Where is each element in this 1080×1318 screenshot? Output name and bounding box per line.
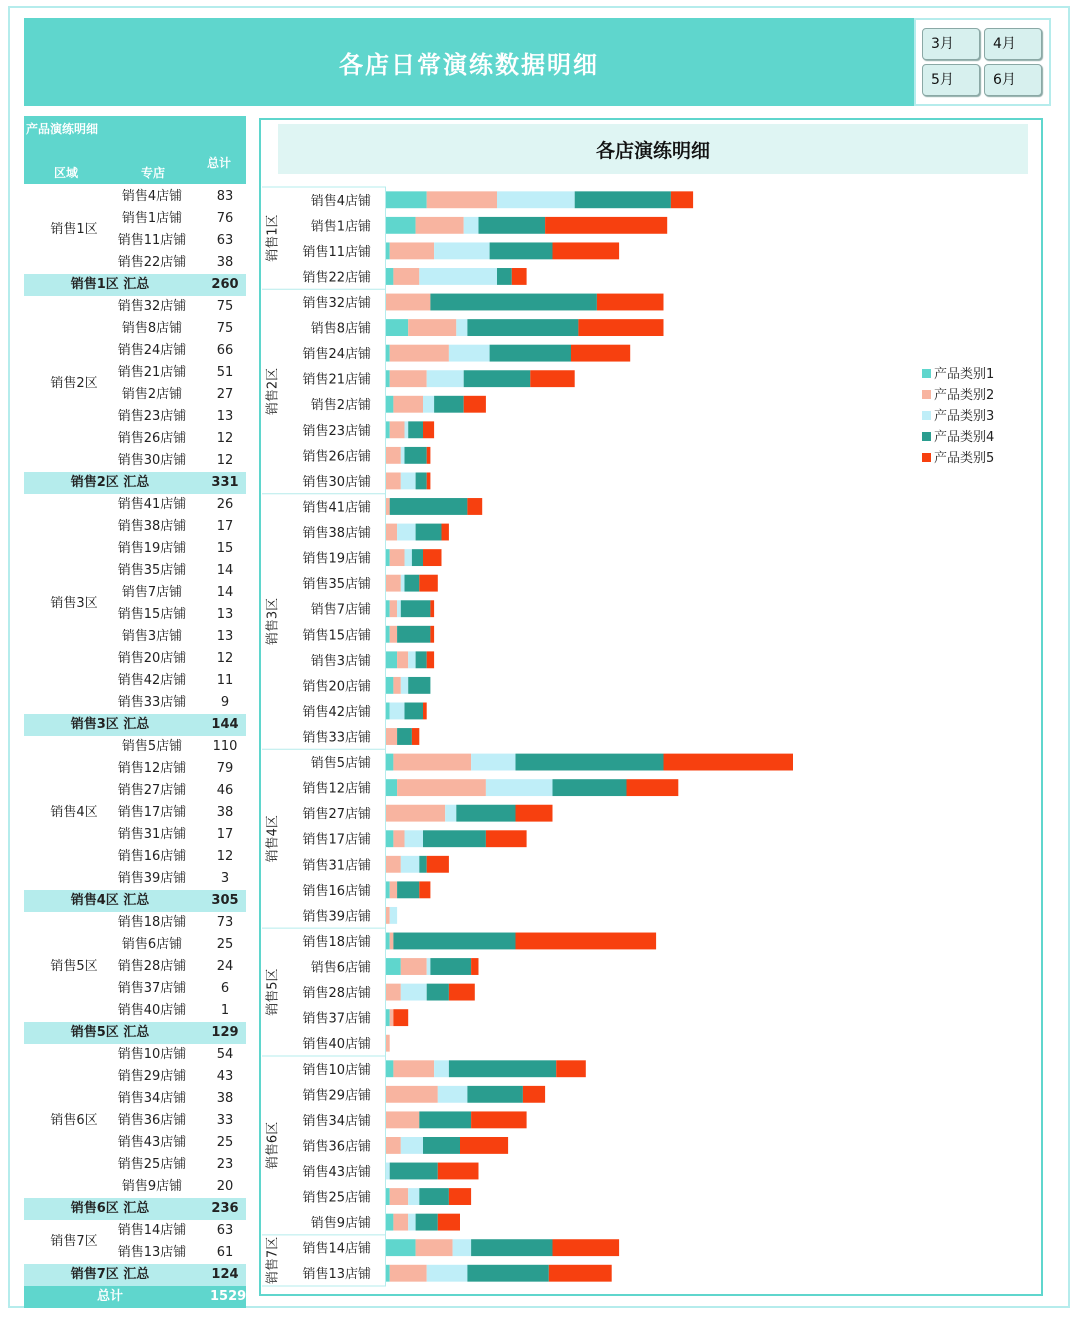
store-name: 销售36店铺 [117, 1113, 187, 1128]
store-tick-label: 销售10店铺 [302, 1062, 371, 1078]
store-name: 销售10店铺 [117, 1047, 187, 1062]
store-tick-label: 销售1店铺 [310, 219, 371, 235]
grand-total-value: 1529 [210, 1289, 247, 1304]
store-tick-label: 销售23店铺 [302, 423, 371, 439]
month-slicer [914, 18, 1051, 106]
region-tick-label: 销售7区 [265, 1236, 281, 1285]
store-tick-label: 销售35店铺 [302, 577, 371, 593]
table-row [24, 1044, 246, 1066]
region-tick-label: 销售3区 [265, 597, 281, 646]
store-tick-label: 销售17店铺 [302, 832, 371, 848]
table-row [24, 692, 246, 714]
subtotal-label: 销售5区 汇总 [70, 1025, 150, 1040]
region-tick-label: 销售1区 [265, 214, 281, 262]
store-name: 销售19店铺 [117, 541, 187, 556]
store-name: 销售43店铺 [117, 1135, 187, 1150]
store-name: 销售14店铺 [117, 1223, 187, 1238]
region-name: 销售3区 [50, 596, 98, 611]
store-tick-label: 销售4店铺 [310, 193, 371, 209]
store-name: 销售17店铺 [117, 805, 187, 820]
subtotal-row [24, 1264, 246, 1286]
month-button-april[interactable]: 4月 [984, 28, 1042, 60]
column-header-region: 区域 [54, 166, 79, 180]
store-tick-label: 销售30店铺 [302, 474, 371, 490]
month-button-march[interactable]: 3月 [922, 28, 980, 60]
store-tick-label: 销售21店铺 [302, 372, 371, 388]
table-row [24, 1066, 246, 1088]
store-name: 销售35店铺 [117, 563, 187, 578]
store-tick-label: 销售8店铺 [310, 321, 371, 337]
store-tick-label: 销售38店铺 [302, 526, 371, 542]
store-tick-label: 销售34店铺 [302, 1113, 371, 1129]
store-total: 73 [216, 915, 234, 930]
chart-panel [259, 118, 1043, 1296]
store-name: 销售2店铺 [121, 387, 183, 402]
store-total: 13 [216, 629, 234, 644]
subtotal-value: 144 [211, 717, 239, 732]
store-name: 销售11店铺 [117, 233, 187, 248]
store-tick-label: 销售24店铺 [302, 347, 371, 363]
subtotal-row [24, 1198, 246, 1220]
table-row [24, 824, 246, 846]
subtotal-value: 129 [211, 1025, 239, 1040]
store-tick-label: 销售41店铺 [302, 500, 371, 516]
store-total: 14 [216, 563, 234, 578]
store-name: 销售27店铺 [117, 783, 187, 798]
table-row [24, 1088, 246, 1110]
column-header-store: 专店 [141, 166, 166, 180]
store-total: 6 [220, 981, 230, 996]
month-button-may[interactable]: 5月 [922, 64, 980, 96]
table-row [24, 340, 246, 362]
table-row [24, 934, 246, 956]
table-row [24, 780, 246, 802]
store-total: 26 [216, 497, 234, 512]
store-name: 销售25店铺 [117, 1157, 187, 1172]
subtotal-label: 销售3区 汇总 [70, 717, 150, 732]
chart-title: 各店演练明细 [278, 124, 1028, 174]
store-total: 63 [216, 233, 234, 248]
store-name: 销售5店铺 [121, 739, 183, 754]
store-name: 销售38店铺 [117, 519, 187, 534]
store-name: 销售39店铺 [117, 871, 187, 886]
table-row [24, 538, 246, 560]
table-row [24, 626, 246, 648]
store-total: 75 [216, 321, 234, 336]
store-total: 110 [212, 739, 238, 754]
store-name: 销售12店铺 [117, 761, 187, 776]
store-name: 销售18店铺 [117, 915, 187, 930]
table-row [24, 758, 246, 780]
store-name: 销售26店铺 [117, 431, 187, 446]
store-total: 13 [216, 409, 234, 424]
store-name: 销售28店铺 [117, 959, 187, 974]
store-name: 销售15店铺 [117, 607, 187, 622]
store-name: 销售3店铺 [121, 629, 183, 644]
region-tick-label: 销售5区 [265, 968, 281, 1016]
store-total: 54 [216, 1047, 234, 1062]
table-row [24, 912, 246, 934]
store-total: 12 [216, 431, 234, 446]
table-row [24, 494, 246, 516]
region-name: 销售6区 [50, 1113, 98, 1128]
store-name: 销售21店铺 [117, 365, 187, 380]
store-name: 销售41店铺 [117, 497, 187, 512]
table-row [24, 516, 246, 538]
store-name: 销售9店铺 [121, 1179, 183, 1194]
subtotal-row [24, 1022, 246, 1044]
table-row [24, 978, 246, 1000]
store-name: 销售30店铺 [117, 453, 187, 468]
store-total: 17 [216, 519, 234, 534]
store-tick-label: 销售15店铺 [302, 628, 371, 644]
table-row [24, 252, 246, 274]
store-name: 销售33店铺 [117, 695, 187, 710]
store-tick-label: 销售3店铺 [310, 653, 371, 669]
store-name: 销售34店铺 [117, 1091, 187, 1106]
region-tick-label: 销售6区 [265, 1121, 281, 1170]
store-total: 1 [220, 1003, 230, 1018]
store-total: 38 [216, 805, 234, 820]
region-name: 销售1区 [50, 222, 98, 237]
store-total: 12 [216, 651, 234, 666]
subtotal-value: 305 [211, 893, 239, 908]
table-row [24, 186, 246, 208]
store-tick-label: 销售20店铺 [302, 679, 371, 695]
table-row [24, 318, 246, 340]
store-tick-label: 销售22店铺 [302, 270, 371, 286]
store-total: 61 [216, 1245, 234, 1260]
store-name: 销售20店铺 [117, 651, 187, 666]
store-total: 46 [216, 783, 234, 798]
table-row [24, 1176, 246, 1198]
column-header-total: 总计 [207, 156, 232, 170]
store-tick-label: 销售2店铺 [310, 398, 371, 414]
store-tick-label: 销售18店铺 [302, 934, 371, 950]
page-header [24, 18, 914, 106]
store-tick-label: 销售7店铺 [310, 602, 371, 618]
store-tick-label: 销售6店铺 [310, 960, 371, 976]
subtotal-label: 销售2区 汇总 [70, 475, 150, 490]
store-name: 销售37店铺 [117, 981, 187, 996]
table-row [24, 560, 246, 582]
store-total: 25 [216, 937, 234, 952]
store-total: 23 [216, 1157, 234, 1172]
store-tick-label: 销售12店铺 [302, 781, 371, 797]
store-total: 66 [216, 343, 234, 358]
store-tick-label: 销售37店铺 [302, 1011, 371, 1027]
region-name: 销售5区 [50, 959, 98, 974]
store-total: 12 [216, 849, 234, 864]
store-tick-label: 销售32店铺 [302, 296, 371, 312]
store-name: 销售29店铺 [117, 1069, 187, 1084]
table-header [24, 116, 246, 184]
table-row [24, 1132, 246, 1154]
region-name: 销售2区 [50, 376, 98, 391]
store-name: 销售24店铺 [117, 343, 187, 358]
store-total: 17 [216, 827, 234, 842]
store-total: 83 [216, 189, 234, 204]
table-row [24, 736, 246, 758]
store-total: 13 [216, 607, 234, 622]
store-total: 75 [216, 299, 234, 314]
store-name: 销售42店铺 [117, 673, 187, 688]
grand-total-label: 总计 [96, 1289, 123, 1304]
store-name: 销售4店铺 [121, 189, 183, 204]
table-row [24, 428, 246, 450]
store-name: 销售22店铺 [117, 255, 187, 270]
subtotal-label: 销售6区 汇总 [70, 1201, 150, 1216]
store-tick-label: 销售27店铺 [302, 807, 371, 823]
region-tick-label: 销售2区 [265, 367, 281, 416]
table-row [24, 450, 246, 472]
table-row [24, 670, 246, 692]
store-name: 销售1店铺 [121, 211, 183, 226]
store-total: 3 [220, 871, 230, 886]
subtotal-row [24, 714, 246, 736]
legend-label: 产品类别4 [934, 430, 995, 445]
subtotal-label: 销售4区 汇总 [70, 893, 150, 908]
store-tick-label: 销售13店铺 [302, 1267, 371, 1283]
subtotal-label: 销售7区 汇总 [70, 1267, 150, 1282]
table-row [24, 868, 246, 890]
region-name: 销售4区 [50, 805, 98, 820]
region-tick-label: 销售4区 [265, 815, 281, 863]
store-tick-label: 销售25店铺 [302, 1190, 371, 1206]
store-name: 销售23店铺 [117, 409, 187, 424]
store-total: 43 [216, 1069, 234, 1084]
store-total: 27 [216, 387, 234, 402]
store-tick-label: 销售28店铺 [302, 986, 371, 1002]
store-name: 销售6店铺 [121, 937, 183, 952]
store-name: 销售7店铺 [121, 585, 183, 600]
store-total: 33 [216, 1113, 234, 1128]
store-name: 销售40店铺 [117, 1003, 187, 1018]
subtotal-value: 260 [211, 277, 239, 292]
store-tick-label: 销售26店铺 [302, 449, 371, 465]
store-tick-label: 销售16店铺 [302, 883, 371, 899]
table-row [24, 648, 246, 670]
store-tick-label: 销售29店铺 [302, 1088, 371, 1104]
store-tick-label: 销售5店铺 [310, 756, 371, 772]
table-row [24, 296, 246, 318]
store-name: 销售31店铺 [117, 827, 187, 842]
store-total: 25 [216, 1135, 234, 1150]
store-total: 11 [216, 673, 234, 688]
grand-total-row [24, 1286, 246, 1308]
store-name: 销售13店铺 [117, 1245, 187, 1260]
legend-label: 产品类别5 [934, 451, 995, 466]
subtotal-value: 124 [211, 1267, 239, 1282]
store-total: 12 [216, 453, 234, 468]
store-total: 79 [216, 761, 234, 776]
store-total: 76 [216, 211, 234, 226]
page-title: 各店日常演练数据明细 [339, 50, 599, 79]
store-tick-label: 销售39店铺 [302, 909, 371, 925]
legend-label: 产品类别1 [934, 367, 995, 382]
store-total: 51 [216, 365, 234, 380]
region-name: 销售7区 [50, 1234, 98, 1249]
store-tick-label: 销售31店铺 [302, 858, 371, 874]
subtotal-value: 236 [211, 1201, 239, 1216]
store-tick-label: 销售36店铺 [302, 1139, 371, 1155]
table-caption: 产品演练明细 [26, 122, 99, 136]
store-name: 销售32店铺 [117, 299, 187, 314]
store-name: 销售16店铺 [117, 849, 187, 864]
store-total: 38 [216, 255, 234, 270]
legend-label: 产品类别2 [934, 388, 995, 403]
table-row [24, 1000, 246, 1022]
table-row [24, 1154, 246, 1176]
store-tick-label: 销售14店铺 [302, 1241, 371, 1257]
store-tick-label: 销售42店铺 [302, 704, 371, 720]
store-total: 14 [216, 585, 234, 600]
store-total: 38 [216, 1091, 234, 1106]
store-name: 销售8店铺 [121, 321, 183, 336]
store-total: 15 [216, 541, 234, 556]
store-tick-label: 销售43店铺 [302, 1164, 371, 1180]
store-total: 24 [216, 959, 234, 974]
store-tick-label: 销售40店铺 [302, 1037, 371, 1053]
subtotal-row [24, 274, 246, 296]
store-tick-label: 销售11店铺 [302, 244, 371, 260]
table-row [24, 846, 246, 868]
store-total: 63 [216, 1223, 234, 1238]
store-total: 20 [216, 1179, 234, 1194]
month-button-june[interactable]: 6月 [984, 64, 1042, 96]
subtotal-value: 331 [211, 475, 239, 490]
store-tick-label: 销售19店铺 [302, 551, 371, 567]
legend-label: 产品类别3 [934, 409, 995, 424]
store-tick-label: 销售33店铺 [302, 730, 371, 746]
store-total: 9 [220, 695, 230, 710]
subtotal-row [24, 472, 246, 494]
subtotal-label: 销售1区 汇总 [70, 277, 150, 292]
subtotal-row [24, 890, 246, 912]
store-tick-label: 销售9店铺 [310, 1216, 371, 1232]
table-row [24, 406, 246, 428]
